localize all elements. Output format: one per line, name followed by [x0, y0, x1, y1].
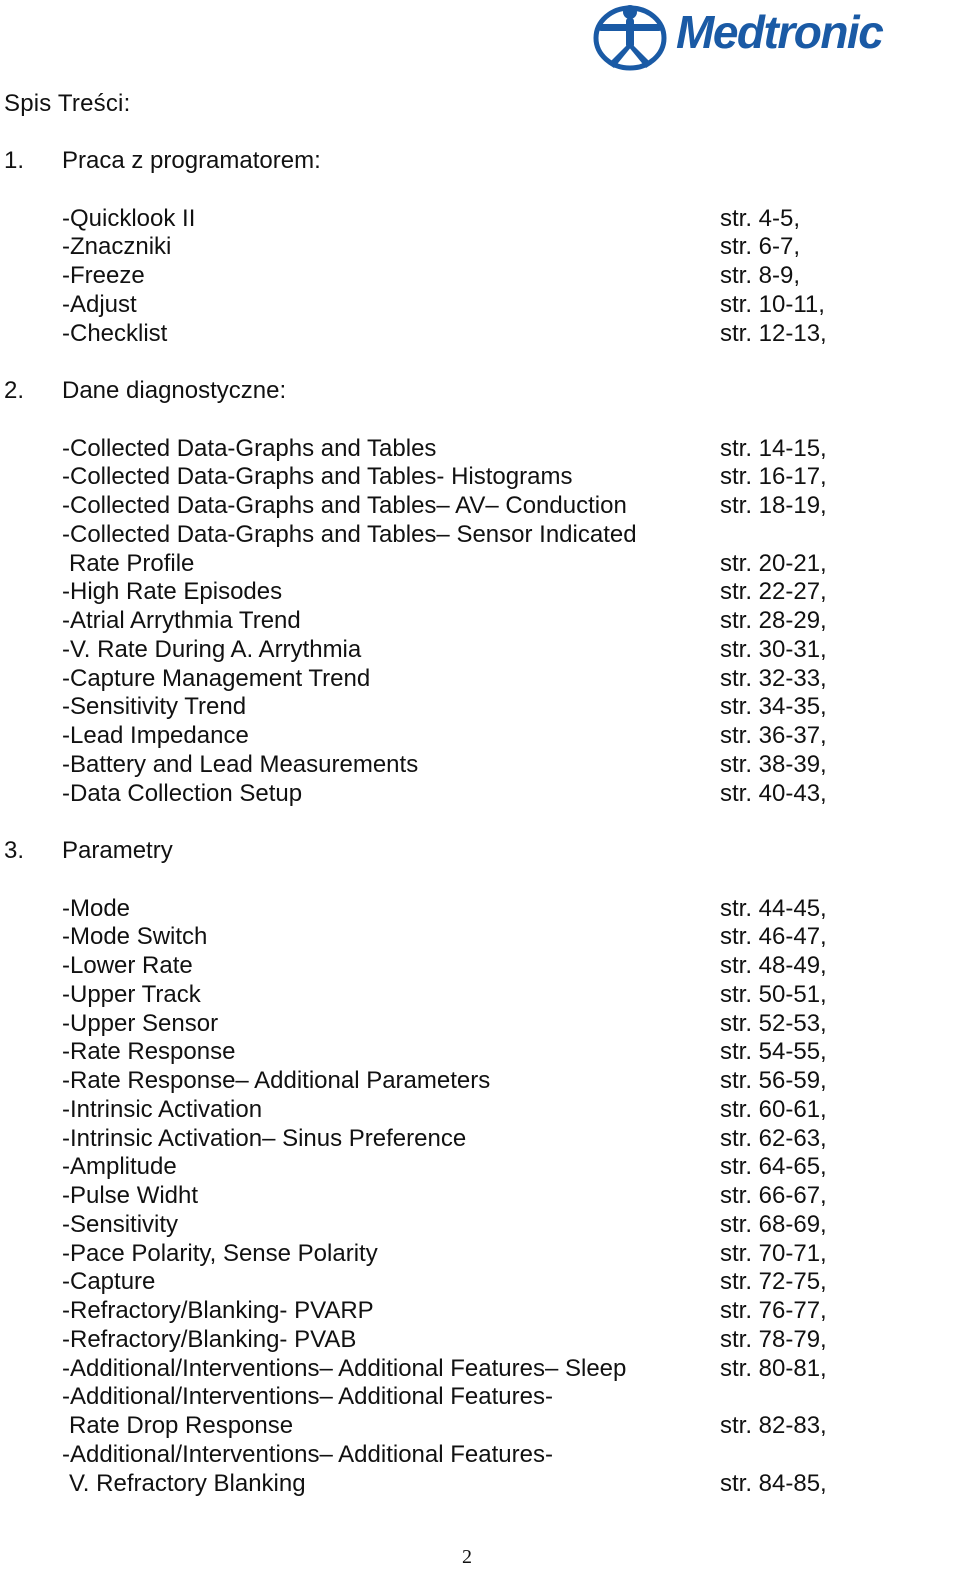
toc-entry-page: str. 8-9,: [720, 262, 801, 289]
toc-entry-title: -Adjust: [62, 290, 137, 318]
toc-entry-page: str. 18-19,: [720, 492, 827, 519]
section-heading: [4, 837, 704, 867]
toc-entry: [62, 895, 862, 924]
logo-wordmark: Medtronic: [676, 6, 883, 58]
toc-entry-title: -Collected Data-Graphs and Tables: [62, 434, 437, 462]
toc-entry-page: str. 56-59,: [720, 1067, 827, 1094]
toc-entry: [62, 1297, 862, 1326]
toc-entry-title: -Lower Rate: [62, 952, 193, 979]
toc-entry: [62, 1096, 862, 1125]
toc-entry-page: str. 38-39,: [720, 750, 827, 778]
toc-entry: [62, 320, 862, 349]
toc-entry-page: str. 12-13,: [720, 319, 827, 347]
toc-entry: [62, 780, 862, 809]
toc-entry: [62, 607, 862, 636]
toc-entry-page: str. 64-65,: [720, 1153, 827, 1181]
toc-entry-page: str. 84-85,: [720, 1469, 827, 1497]
toc-entry-page: str. 76-77,: [720, 1297, 827, 1324]
toc-entry-page: str. 32-33,: [720, 664, 827, 692]
toc-entry: [62, 665, 862, 694]
toc-entry: [62, 463, 862, 492]
toc-entry: [62, 1470, 862, 1499]
toc-entry: [62, 981, 862, 1010]
toc-entry-title: -Capture Management Trend: [62, 664, 371, 692]
toc-entry-title: -Collected Data-Graphs and Tables- Histograms: [62, 463, 573, 491]
toc-entry-page: str. 50-51,: [720, 980, 827, 1008]
toc-entry-title: -Pace Polarity, Sense Polarity: [62, 1239, 378, 1267]
toc-entry-page: str. 4-5,: [720, 204, 801, 232]
toc-entry-title: -Additional/Interventions– Additional Features-: [62, 1440, 553, 1468]
toc-entry: [62, 435, 862, 464]
section-number: 2.: [4, 377, 25, 404]
toc-entry: [62, 550, 862, 579]
page-title: Spis Treści:: [4, 90, 131, 117]
toc-entry-title: -Freeze: [62, 262, 145, 289]
toc-entry-page: str. 48-49,: [720, 952, 827, 979]
medtronic-figure-icon: [592, 2, 668, 72]
toc-entry-page: str. 14-15,: [720, 434, 827, 462]
toc-entry-page: str. 16-17,: [720, 463, 827, 491]
toc-entry: [62, 205, 862, 234]
toc-entry-page: str. 6-7,: [720, 233, 801, 261]
toc-entry: [62, 1125, 862, 1154]
toc-entry: [62, 1182, 862, 1211]
toc-entry: [62, 1326, 862, 1355]
toc-entry-title: -Refractory/Blanking- PVARP: [62, 1297, 374, 1324]
section-heading: [4, 147, 704, 177]
toc-entry-title: -Quicklook II: [62, 204, 196, 232]
section-heading: [4, 377, 704, 407]
toc-entry-page: str. 60-61,: [720, 1095, 827, 1123]
section-title: Praca z programatorem:: [62, 147, 321, 174]
toc-entry-title: -Rate Response: [62, 1038, 236, 1066]
toc-entry-title: -Lead Impedance: [62, 722, 249, 749]
toc-entry: [62, 578, 862, 607]
toc-entry-page: str. 54-55,: [720, 1038, 827, 1066]
toc-entry-title: -Intrinsic Activation: [62, 1095, 263, 1123]
toc-entry: [62, 1010, 862, 1039]
toc-entry-title: -Checklist: [62, 319, 168, 347]
toc-entry-page: str. 78-79,: [720, 1325, 827, 1353]
toc-entry-title: -Sensitivity: [62, 1210, 179, 1238]
toc-entry-title: -Additional/Interventions– Additional Features-: [62, 1383, 553, 1411]
toc-entry-title: -Mode Switch: [62, 923, 208, 951]
medtronic-logo: [592, 2, 954, 72]
toc-entry-title: -Battery and Lead Measurements: [62, 750, 419, 778]
toc-entry-page: str. 28-29,: [720, 607, 827, 634]
toc-entry-page: str. 22-27,: [720, 578, 827, 606]
toc-entry-page: str. 72-75,: [720, 1268, 827, 1296]
toc-entry-title: -Collected Data-Graphs and Tables– Sensor Indicated: [62, 520, 637, 548]
toc-entry: [62, 1153, 862, 1182]
toc-entry-page: str. 20-21,: [720, 549, 827, 577]
toc-entry: [62, 1038, 862, 1067]
section-number: 1.: [4, 147, 25, 174]
toc-entry: [62, 952, 862, 981]
toc-entry: [62, 722, 862, 751]
toc-entry-title: -Upper Track: [62, 980, 201, 1008]
toc-entry-page: str. 36-37,: [720, 722, 827, 749]
toc-entry: [62, 1412, 862, 1441]
toc-entry-title: -Rate Response– Additional Parameters: [62, 1067, 491, 1094]
toc-entry-title: Rate Drop Response: [69, 1412, 294, 1439]
toc-entry-title: -Znaczniki: [62, 233, 172, 261]
toc-entry-title: -Pulse Widht: [62, 1182, 199, 1209]
toc-entry-page: str. 40-43,: [720, 779, 827, 807]
toc-entry: [62, 1067, 862, 1096]
toc-entry: [62, 1211, 862, 1240]
page-number: 2: [462, 1546, 472, 1568]
toc-entry-page: str. 34-35,: [720, 693, 827, 721]
toc-entry-title: -Mode: [62, 894, 131, 922]
section-title: Dane diagnostyczne:: [62, 377, 287, 404]
toc-entry-page: str. 30-31,: [720, 635, 827, 663]
toc-entry: [62, 521, 862, 550]
toc-entry: [62, 1268, 862, 1297]
toc-entry: [62, 751, 862, 780]
toc-entry-title: -Amplitude: [62, 1153, 177, 1181]
toc-entry-title: -Additional/Interventions– Additional Features– Sleep: [62, 1354, 627, 1382]
toc-entry: [62, 923, 862, 952]
toc-entry: [62, 262, 862, 291]
toc-entry-title: -Refractory/Blanking- PVAB: [62, 1325, 357, 1353]
toc-entry-page: str. 62-63,: [720, 1124, 827, 1152]
toc-entry-title: -Data Collection Setup: [62, 779, 303, 807]
section-title: Parametry: [62, 837, 173, 864]
toc-entry-page: str. 52-53,: [720, 1009, 827, 1037]
toc-entry: [62, 693, 862, 722]
section-number: 3.: [4, 837, 25, 864]
toc-entry-title: -Capture: [62, 1268, 156, 1296]
toc-entry-page: str. 46-47,: [720, 923, 827, 951]
toc-entry-title: Rate Profile: [69, 549, 195, 577]
toc-entry-title: V. Refractory Blanking: [69, 1469, 306, 1497]
toc-entry-page: str. 70-71,: [720, 1239, 827, 1267]
toc-entry: [62, 1355, 862, 1384]
toc-entry: [62, 1441, 862, 1470]
toc-entry: [62, 492, 862, 521]
toc-entry-page: str. 44-45,: [720, 894, 827, 922]
toc-entry-page: str. 68-69,: [720, 1210, 827, 1238]
toc-entry: [62, 233, 862, 262]
toc-entry-page: str. 66-67,: [720, 1182, 827, 1209]
toc-entry: [62, 1383, 862, 1412]
toc-entry-title: -Upper Sensor: [62, 1009, 219, 1037]
toc-entry-title: -Intrinsic Activation– Sinus Preference: [62, 1124, 467, 1152]
toc-entry-page: str. 80-81,: [720, 1354, 827, 1382]
toc-entry-title: -V. Rate During A. Arrythmia: [62, 635, 362, 663]
toc-entry-title: -High Rate Episodes: [62, 578, 283, 606]
toc-entry-page: str. 82-83,: [720, 1412, 827, 1439]
toc-entry-title: -Sensitivity Trend: [62, 693, 247, 721]
toc-entry-title: -Atrial Arrythmia Trend: [62, 607, 301, 634]
toc-entry: [62, 1240, 862, 1269]
toc-entry-title: -Collected Data-Graphs and Tables– AV– Conduction: [62, 492, 627, 519]
toc-entry: [62, 291, 862, 320]
toc-entry-page: str. 10-11,: [720, 290, 825, 318]
toc-entry: [62, 636, 862, 665]
